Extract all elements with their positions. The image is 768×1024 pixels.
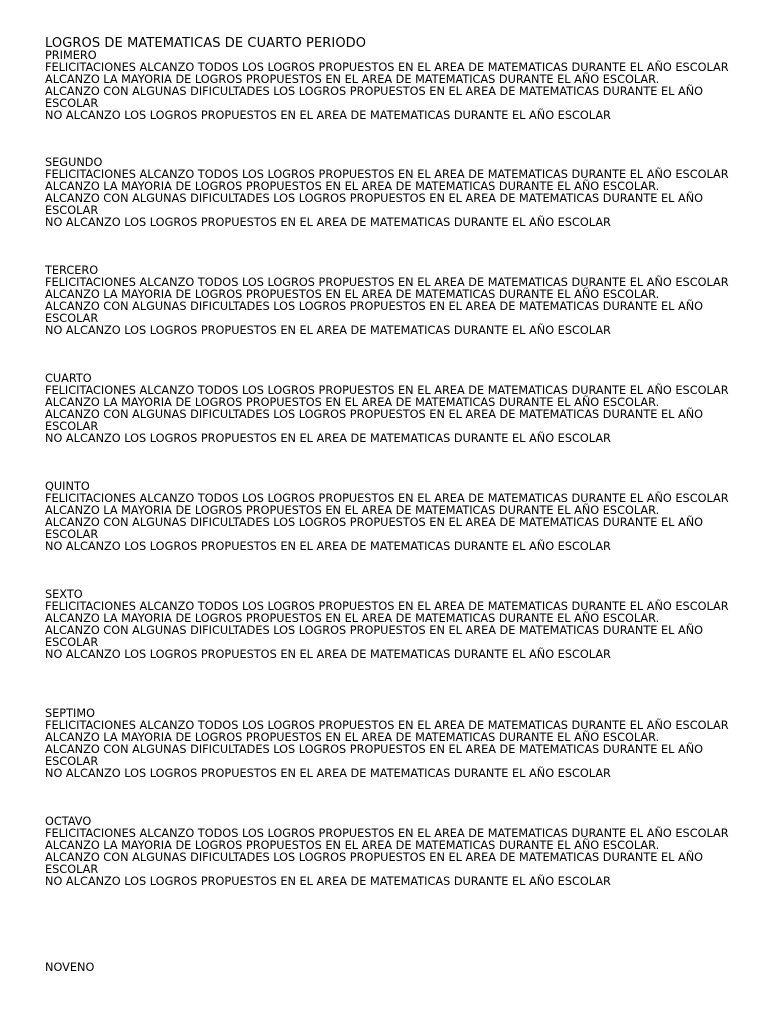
statement-full-achievement: FELICITACIONES ALCANZO TODOS LOS LOGROS PROPUESTOS EN EL AREA DE MATEMATICAS DURANTE EL AÑO ESCOLAR <box>45 600 729 613</box>
statement-with-difficulties: ALCANZO CON ALGUNAS DIFICULTADES LOS LOGROS PROPUESTOS EN EL AREA DE MATEMATICAS DURANTE EL AÑO ESCOLAR <box>45 408 704 433</box>
statement-not-achieved: NO ALCANZO LOS LOGROS PROPUESTOS EN EL AREA DE MATEMATICAS DURANTE EL AÑO ESCOLAR <box>45 767 611 780</box>
grade-label: NOVENO <box>45 961 95 974</box>
statement-with-difficulties: ALCANZO CON ALGUNAS DIFICULTADES LOS LOGROS PROPUESTOS EN EL AREA DE MATEMATICAS DURANTE EL AÑO ESCOLAR <box>45 743 704 768</box>
grade-section-segundo <box>45 157 735 229</box>
statement-with-difficulties: ALCANZO CON ALGUNAS DIFICULTADES LOS LOGROS PROPUESTOS EN EL AREA DE MATEMATICAS DURANTE EL AÑO ESCOLAR <box>45 192 704 217</box>
grade-label: QUINTO <box>45 480 90 493</box>
statement-full-achievement: FELICITACIONES ALCANZO TODOS LOS LOGROS PROPUESTOS EN EL AREA DE MATEMATICAS DURANTE EL AÑO ESCOLAR <box>45 276 729 289</box>
statement-most-achievements: ALCANZO LA MAYORIA DE LOGROS PROPUESTOS EN EL AREA DE MATEMATICAS DURANTE EL AÑO ESCOLAR. <box>45 180 660 193</box>
statement-with-difficulties: ALCANZO CON ALGUNAS DIFICULTADES LOS LOGROS PROPUESTOS EN EL AREA DE MATEMATICAS DURANTE EL AÑO ESCOLAR <box>45 516 704 541</box>
grade-section-noveno <box>45 962 735 974</box>
statement-most-achievements: ALCANZO LA MAYORIA DE LOGROS PROPUESTOS EN EL AREA DE MATEMATICAS DURANTE EL AÑO ESCOLAR. <box>45 731 660 744</box>
statement-not-achieved: NO ALCANZO LOS LOGROS PROPUESTOS EN EL AREA DE MATEMATICAS DURANTE EL AÑO ESCOLAR <box>45 540 611 553</box>
statement-not-achieved: NO ALCANZO LOS LOGROS PROPUESTOS EN EL AREA DE MATEMATICAS DURANTE EL AÑO ESCOLAR <box>45 109 611 122</box>
document-title: LOGROS DE MATEMATICAS DE CUARTO PERIODO <box>45 36 367 51</box>
statement-with-difficulties: ALCANZO CON ALGUNAS DIFICULTADES LOS LOGROS PROPUESTOS EN EL AREA DE MATEMATICAS DURANTE EL AÑO ESCOLAR <box>45 85 704 110</box>
grade-label: OCTAVO <box>45 815 92 828</box>
grade-label: SEXTO <box>45 588 83 601</box>
statement-with-difficulties: ALCANZO CON ALGUNAS DIFICULTADES LOS LOGROS PROPUESTOS EN EL AREA DE MATEMATICAS DURANTE EL AÑO ESCOLAR <box>45 851 704 876</box>
grade-section-septimo <box>45 708 735 780</box>
statement-full-achievement: FELICITACIONES ALCANZO TODOS LOS LOGROS PROPUESTOS EN EL AREA DE MATEMATICAS DURANTE EL AÑO ESCOLAR <box>45 384 729 397</box>
statement-not-achieved: NO ALCANZO LOS LOGROS PROPUESTOS EN EL AREA DE MATEMATICAS DURANTE EL AÑO ESCOLAR <box>45 648 611 661</box>
statement-most-achievements: ALCANZO LA MAYORIA DE LOGROS PROPUESTOS EN EL AREA DE MATEMATICAS DURANTE EL AÑO ESCOLAR. <box>45 288 660 301</box>
grade-label: TERCERO <box>45 264 99 277</box>
grade-label: PRIMERO <box>45 49 97 62</box>
grade-section-tercero <box>45 265 735 337</box>
statement-full-achievement: FELICITACIONES ALCANZO TODOS LOS LOGROS PROPUESTOS EN EL AREA DE MATEMATICAS DURANTE EL AÑO ESCOLAR <box>45 61 729 74</box>
statement-with-difficulties: ALCANZO CON ALGUNAS DIFICULTADES LOS LOGROS PROPUESTOS EN EL AREA DE MATEMATICAS DURANTE EL AÑO ESCOLAR <box>45 624 704 649</box>
statement-full-achievement: FELICITACIONES ALCANZO TODOS LOS LOGROS PROPUESTOS EN EL AREA DE MATEMATICAS DURANTE EL AÑO ESCOLAR <box>45 492 729 505</box>
statement-not-achieved: NO ALCANZO LOS LOGROS PROPUESTOS EN EL AREA DE MATEMATICAS DURANTE EL AÑO ESCOLAR <box>45 432 611 445</box>
statement-with-difficulties: ALCANZO CON ALGUNAS DIFICULTADES LOS LOGROS PROPUESTOS EN EL AREA DE MATEMATICAS DURANTE EL AÑO ESCOLAR <box>45 300 704 325</box>
grade-label: CUARTO <box>45 372 92 385</box>
grade-label: SEPTIMO <box>45 707 95 720</box>
statement-most-achievements: ALCANZO LA MAYORIA DE LOGROS PROPUESTOS EN EL AREA DE MATEMATICAS DURANTE EL AÑO ESCOLAR. <box>45 839 660 852</box>
statement-most-achievements: ALCANZO LA MAYORIA DE LOGROS PROPUESTOS EN EL AREA DE MATEMATICAS DURANTE EL AÑO ESCOLAR. <box>45 612 660 625</box>
statement-full-achievement: FELICITACIONES ALCANZO TODOS LOS LOGROS PROPUESTOS EN EL AREA DE MATEMATICAS DURANTE EL AÑO ESCOLAR <box>45 168 729 181</box>
statement-most-achievements: ALCANZO LA MAYORIA DE LOGROS PROPUESTOS EN EL AREA DE MATEMATICAS DURANTE EL AÑO ESCOLAR. <box>45 73 660 86</box>
statement-full-achievement: FELICITACIONES ALCANZO TODOS LOS LOGROS PROPUESTOS EN EL AREA DE MATEMATICAS DURANTE EL AÑO ESCOLAR <box>45 719 729 732</box>
statement-full-achievement: FELICITACIONES ALCANZO TODOS LOS LOGROS PROPUESTOS EN EL AREA DE MATEMATICAS DURANTE EL AÑO ESCOLAR <box>45 827 729 840</box>
statement-not-achieved: NO ALCANZO LOS LOGROS PROPUESTOS EN EL AREA DE MATEMATICAS DURANTE EL AÑO ESCOLAR <box>45 324 611 337</box>
grade-label: SEGUNDO <box>45 156 103 169</box>
statement-not-achieved: NO ALCANZO LOS LOGROS PROPUESTOS EN EL AREA DE MATEMATICAS DURANTE EL AÑO ESCOLAR <box>45 216 611 229</box>
statement-most-achievements: ALCANZO LA MAYORIA DE LOGROS PROPUESTOS EN EL AREA DE MATEMATICAS DURANTE EL AÑO ESCOLAR. <box>45 504 660 517</box>
grade-section-octavo <box>45 816 735 888</box>
statement-not-achieved: NO ALCANZO LOS LOGROS PROPUESTOS EN EL AREA DE MATEMATICAS DURANTE EL AÑO ESCOLAR <box>45 875 611 888</box>
grade-section-cuarto <box>45 373 735 445</box>
statement-most-achievements: ALCANZO LA MAYORIA DE LOGROS PROPUESTOS EN EL AREA DE MATEMATICAS DURANTE EL AÑO ESCOLAR. <box>45 396 660 409</box>
grade-section-primero <box>45 50 735 122</box>
grade-section-sexto <box>45 589 735 661</box>
grade-section-quinto <box>45 481 735 553</box>
